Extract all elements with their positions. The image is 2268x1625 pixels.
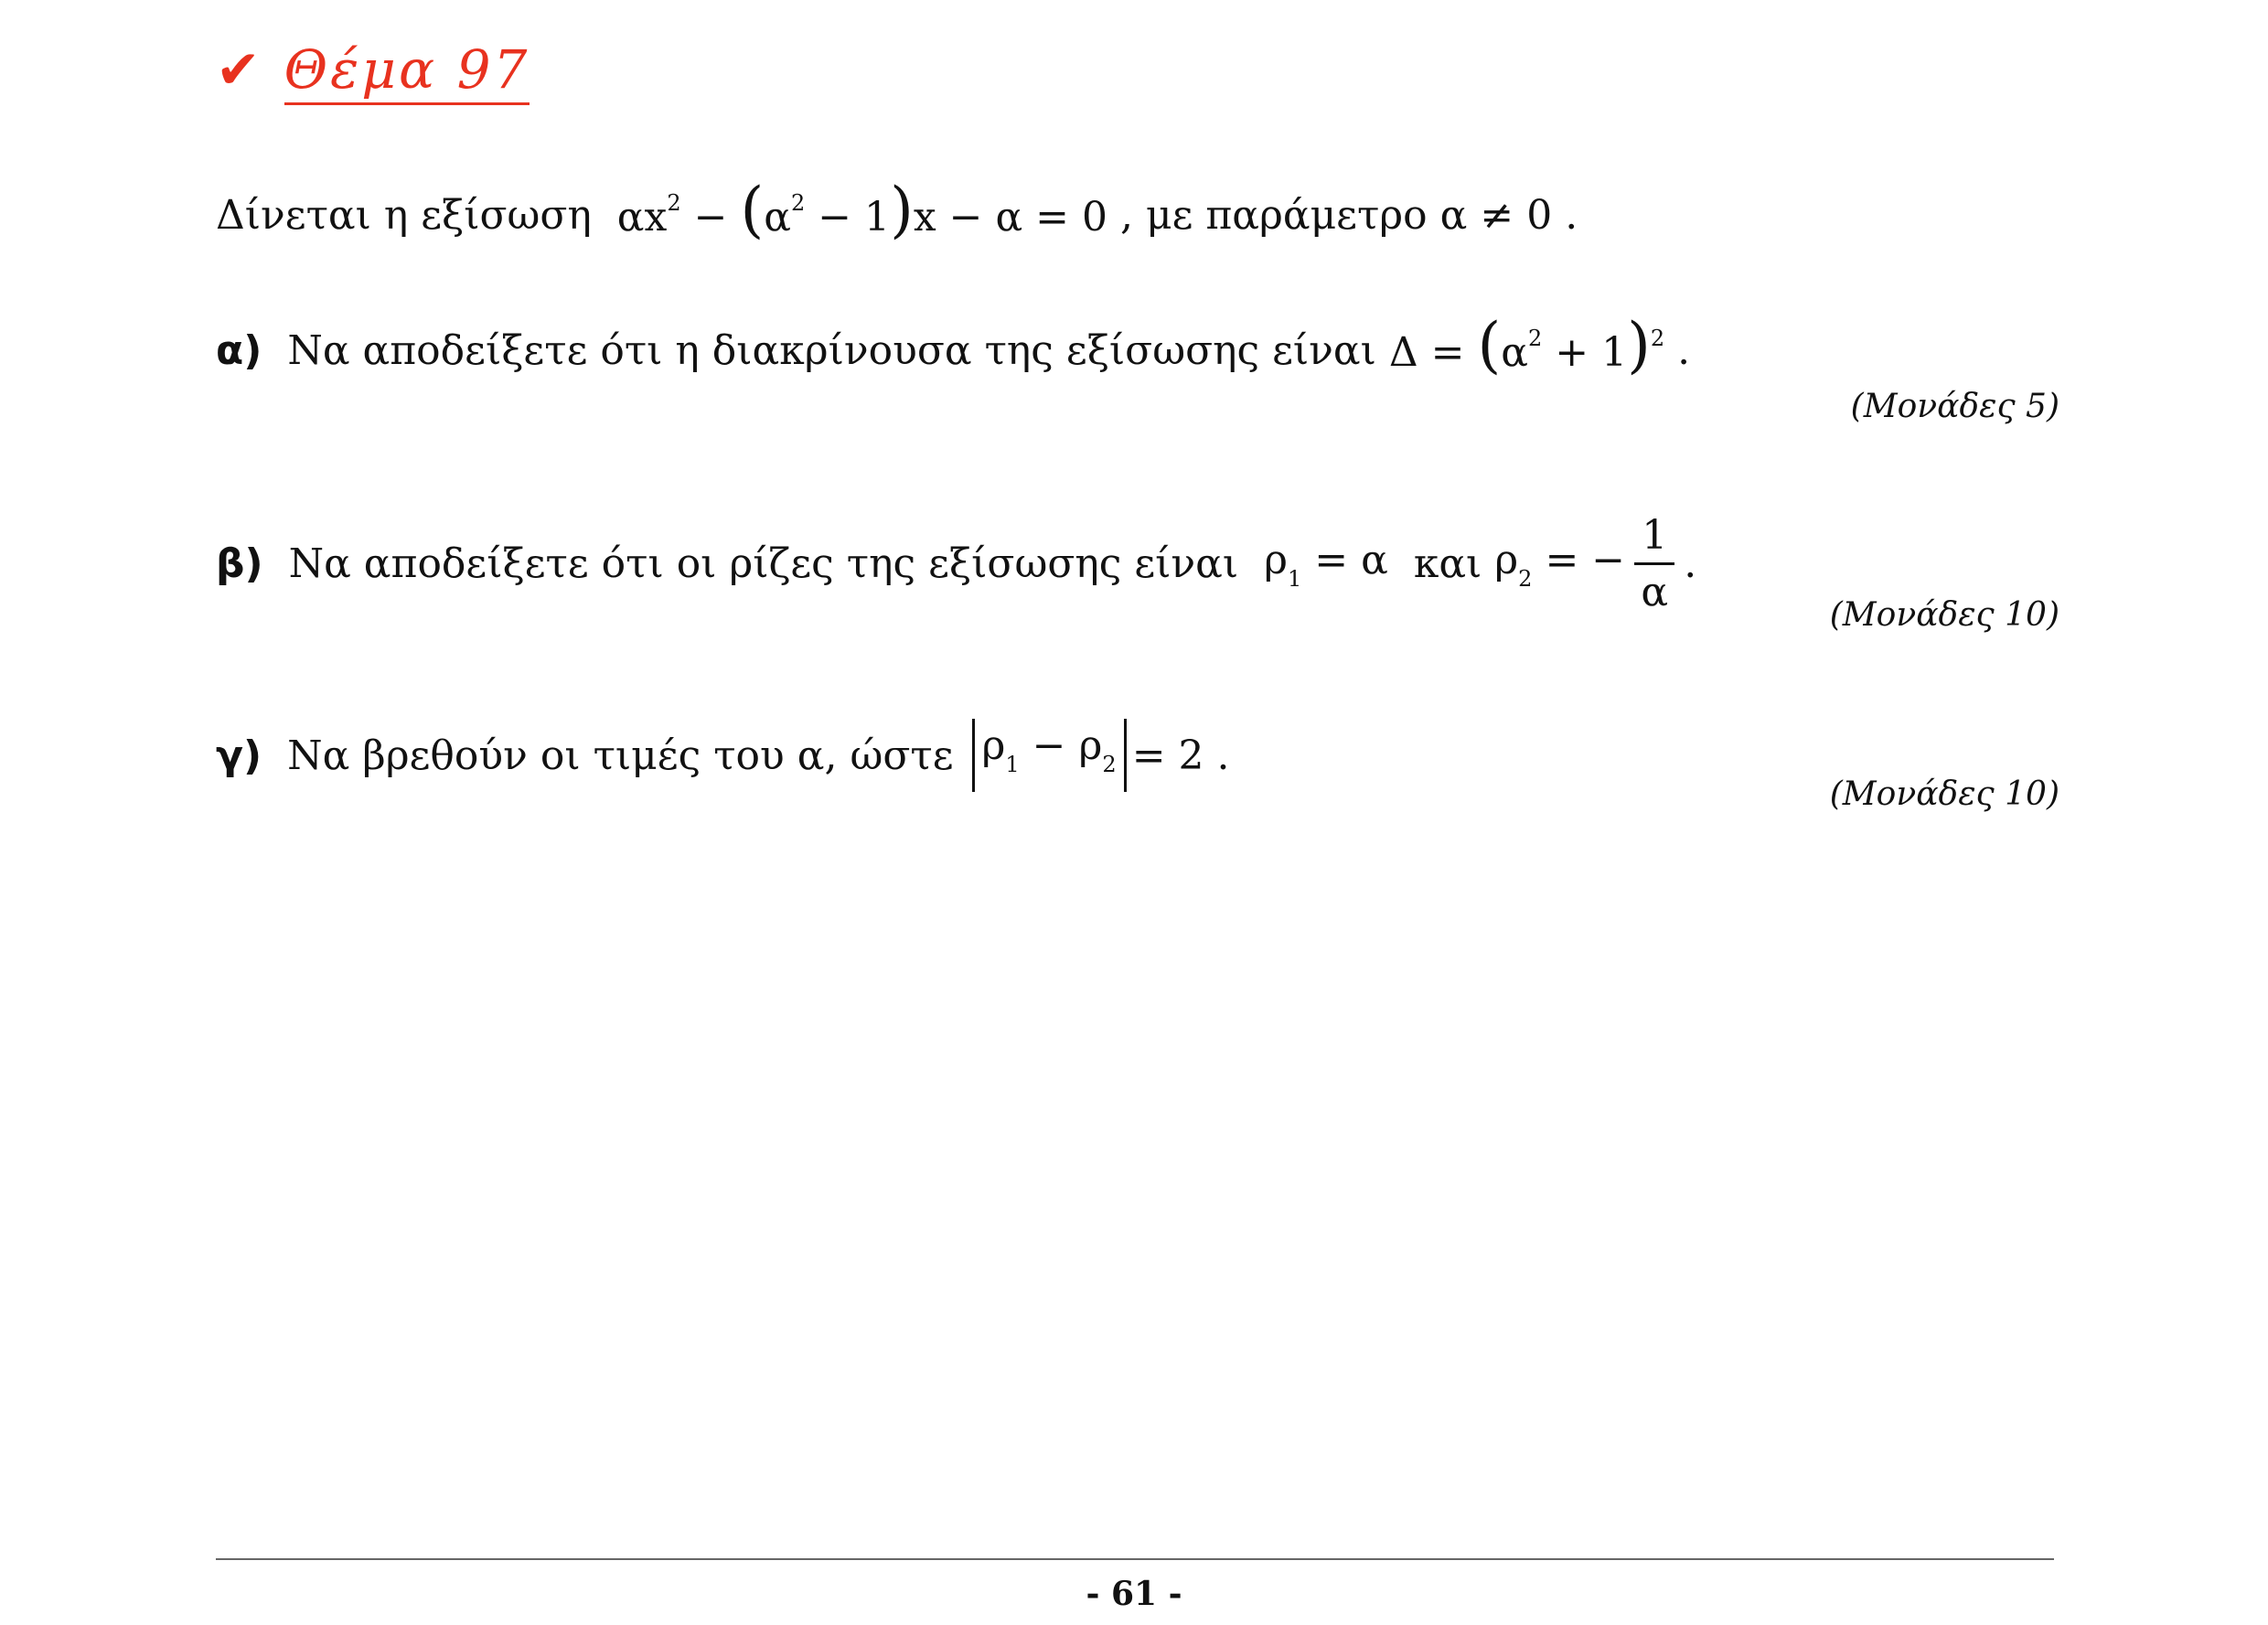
eq-inner-exp: 2 xyxy=(790,190,806,216)
fraction-numerator: 1 xyxy=(1634,512,1674,565)
abs-rho1: ρ xyxy=(981,722,1006,769)
part-c-eq: = 2 xyxy=(1131,732,1204,779)
delta-inner: α xyxy=(1501,329,1528,376)
topic-title xyxy=(216,38,530,105)
delta-paren-close: ) xyxy=(1627,310,1651,380)
delta-outer-exp: 2 xyxy=(1650,326,1665,351)
part-b-and: και xyxy=(1413,540,1482,587)
fraction-denominator: α xyxy=(1641,569,1669,615)
intro-suffix: , με παράμετρο xyxy=(1120,192,1428,239)
eq-inner: α xyxy=(764,194,791,241)
abs-expression xyxy=(972,719,1127,792)
eq-minus: − xyxy=(680,194,728,241)
part-b-marks: (Μονάδες 10) xyxy=(1829,596,2059,634)
part-a-label: α) xyxy=(216,327,262,374)
intro-equation xyxy=(616,175,1108,245)
rho2-sub: 2 xyxy=(1518,565,1533,592)
rho2-fraction xyxy=(1634,512,1674,615)
eq-exp: 2 xyxy=(667,190,681,216)
delta-inner-rest: + 1 xyxy=(1542,329,1628,376)
part-b-label: β) xyxy=(216,540,263,587)
part-a-marks: (Μονάδες 5) xyxy=(1850,388,2059,425)
eq-inner-rest: − 1 xyxy=(805,194,891,241)
rho1-expr xyxy=(1264,537,1388,592)
part-a-line xyxy=(216,310,1691,380)
part-c-end: . xyxy=(1216,732,1230,779)
delta-paren-open: ( xyxy=(1477,310,1502,380)
part-b-end: . xyxy=(1684,540,1697,587)
abs-rho1-sub: 1 xyxy=(1005,752,1020,777)
part-a-math xyxy=(1388,310,1665,380)
checkmark-icon: ✔ xyxy=(216,38,261,101)
rho2-eq: = − xyxy=(1545,536,1626,583)
abs-rho2: ρ xyxy=(1078,722,1103,769)
delta-lhs: Δ = xyxy=(1388,329,1465,376)
rho2-expr xyxy=(1494,537,1625,592)
footer-divider xyxy=(216,1558,2054,1560)
part-c-marks: (Μονάδες 10) xyxy=(1829,775,2059,813)
delta-inner-exp: 2 xyxy=(1528,326,1543,351)
rho1: ρ xyxy=(1264,536,1288,583)
intro-end: . xyxy=(1565,192,1578,239)
eq-rest: x − α = 0 xyxy=(913,194,1108,241)
part-c-label: γ) xyxy=(216,732,262,779)
part-c-text: Να βρεθούν οι τιμές του α, ώστε xyxy=(287,732,954,779)
intro-prefix: Δίνεται η εξίσωση xyxy=(216,192,592,239)
topic-title-text: Θέμα 97 xyxy=(284,38,530,105)
intro-condition: α ≠ 0 xyxy=(1439,192,1553,239)
part-a-text: Να αποδείξετε ότι η διακρίνουσα της εξίσωσης είναι xyxy=(287,327,1376,374)
abs-rho2-sub: 2 xyxy=(1102,752,1117,777)
page-number: - 61 - xyxy=(1086,1575,1182,1613)
part-c-line xyxy=(216,719,1230,792)
intro-line xyxy=(216,175,1578,245)
rho1-sub: 1 xyxy=(1287,565,1302,592)
eq-ax: αx xyxy=(616,194,668,241)
rho1-value: = α xyxy=(1314,536,1388,583)
part-b-text: Να αποδείξετε ότι οι ρίζες της εξίσωσης είναι xyxy=(288,540,1239,587)
abs-minus: − xyxy=(1032,722,1066,769)
part-b-line xyxy=(216,512,1696,615)
eq-paren-open: ( xyxy=(740,175,765,245)
eq-paren-close: ) xyxy=(890,175,914,245)
rho2: ρ xyxy=(1494,536,1519,583)
part-a-end: . xyxy=(1677,327,1691,374)
